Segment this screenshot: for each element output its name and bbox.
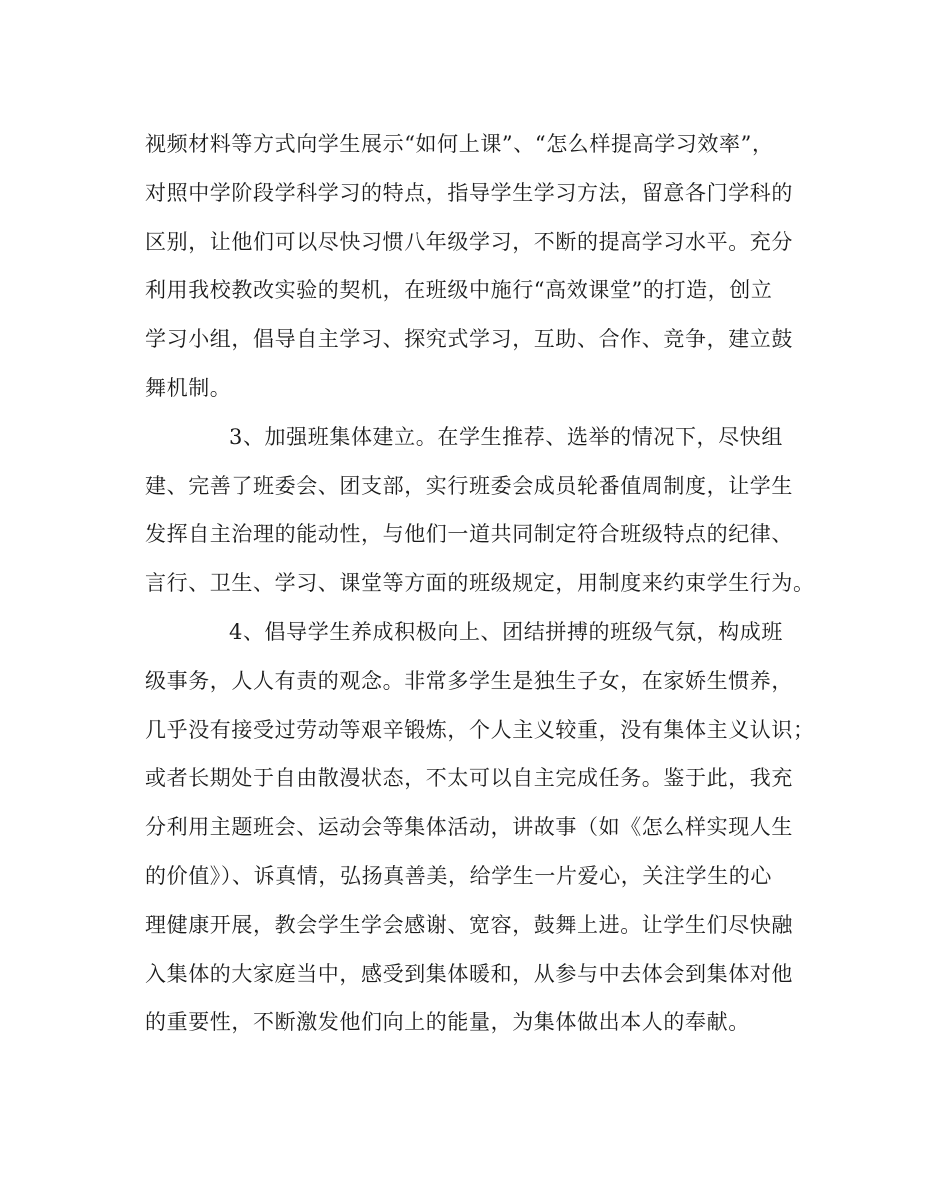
- text-line: 利用我校教改实验的契机，在班级中施行“高效课堂”的打造，创立: [145, 278, 773, 303]
- text-line: 理健康开展，教会学生学会感谢、宽容，鼓舞上进。让学生们尽快融: [145, 912, 793, 937]
- text-line: 级事务，人人有责的观念。非常多学生是独生子女，在家娇生惯养，: [145, 668, 793, 693]
- text-line-indented: 4、倡导学生养成积极向上、团结拼搏的班级气氛，构成班: [229, 619, 783, 644]
- text-line: 的价值》）、诉真情，弘扬真善美，给学生一片爱心，关注学生的心: [145, 863, 772, 888]
- text-line: 的重要性，不断激发他们向上的能量，为集体做出本人的奉献。: [145, 1010, 750, 1035]
- text-line: 分利用主题班会、运动会等集体活动，讲故事（如《怎么样实现人生: [145, 815, 793, 840]
- text-line: 入集体的大家庭当中，感受到集体暖和，从参与中去体会到集体对他: [145, 961, 793, 986]
- text-line: 舞机制。: [145, 375, 232, 400]
- text-line: 言行、卫生、学习、课堂等方面的班级规定，用制度来约束学生行为。: [145, 571, 815, 596]
- text-line: 建、完善了班委会、团支部，实行班委会成员轮番值周制度，让学生: [145, 473, 793, 498]
- text-line: 学习小组，倡导自主学习、探究式学习，互助、合作、竞争，建立鼓: [145, 327, 793, 352]
- text-line: 区别，让他们可以尽快习惯八年级学习，不断的提高学习水平。充分: [145, 229, 793, 254]
- text-line: 发挥自主治理的能动性，与他们一道共同制定符合班级特点的纪律、: [145, 522, 793, 547]
- text-line: 对照中学阶段学科学习的特点，指导学生学习方法，留意各门学科的: [145, 180, 793, 205]
- text-line: 视频材料等方式向学生展示“如何上课”、“怎么样提高学习效率”，: [145, 132, 774, 156]
- text-line: 或者长期处于自由散漫状态，不太可以自主完成任务。鉴于此，我充: [145, 766, 793, 791]
- text-line-indented: 3、加强班集体建立。在学生推荐、选举的情况下，尽快组: [229, 424, 783, 449]
- body-text: [145, 120, 815, 1047]
- text-line: 几乎没有接受过劳动等艰辛锻炼，个人主义较重，没有集体主义认识；: [145, 717, 815, 742]
